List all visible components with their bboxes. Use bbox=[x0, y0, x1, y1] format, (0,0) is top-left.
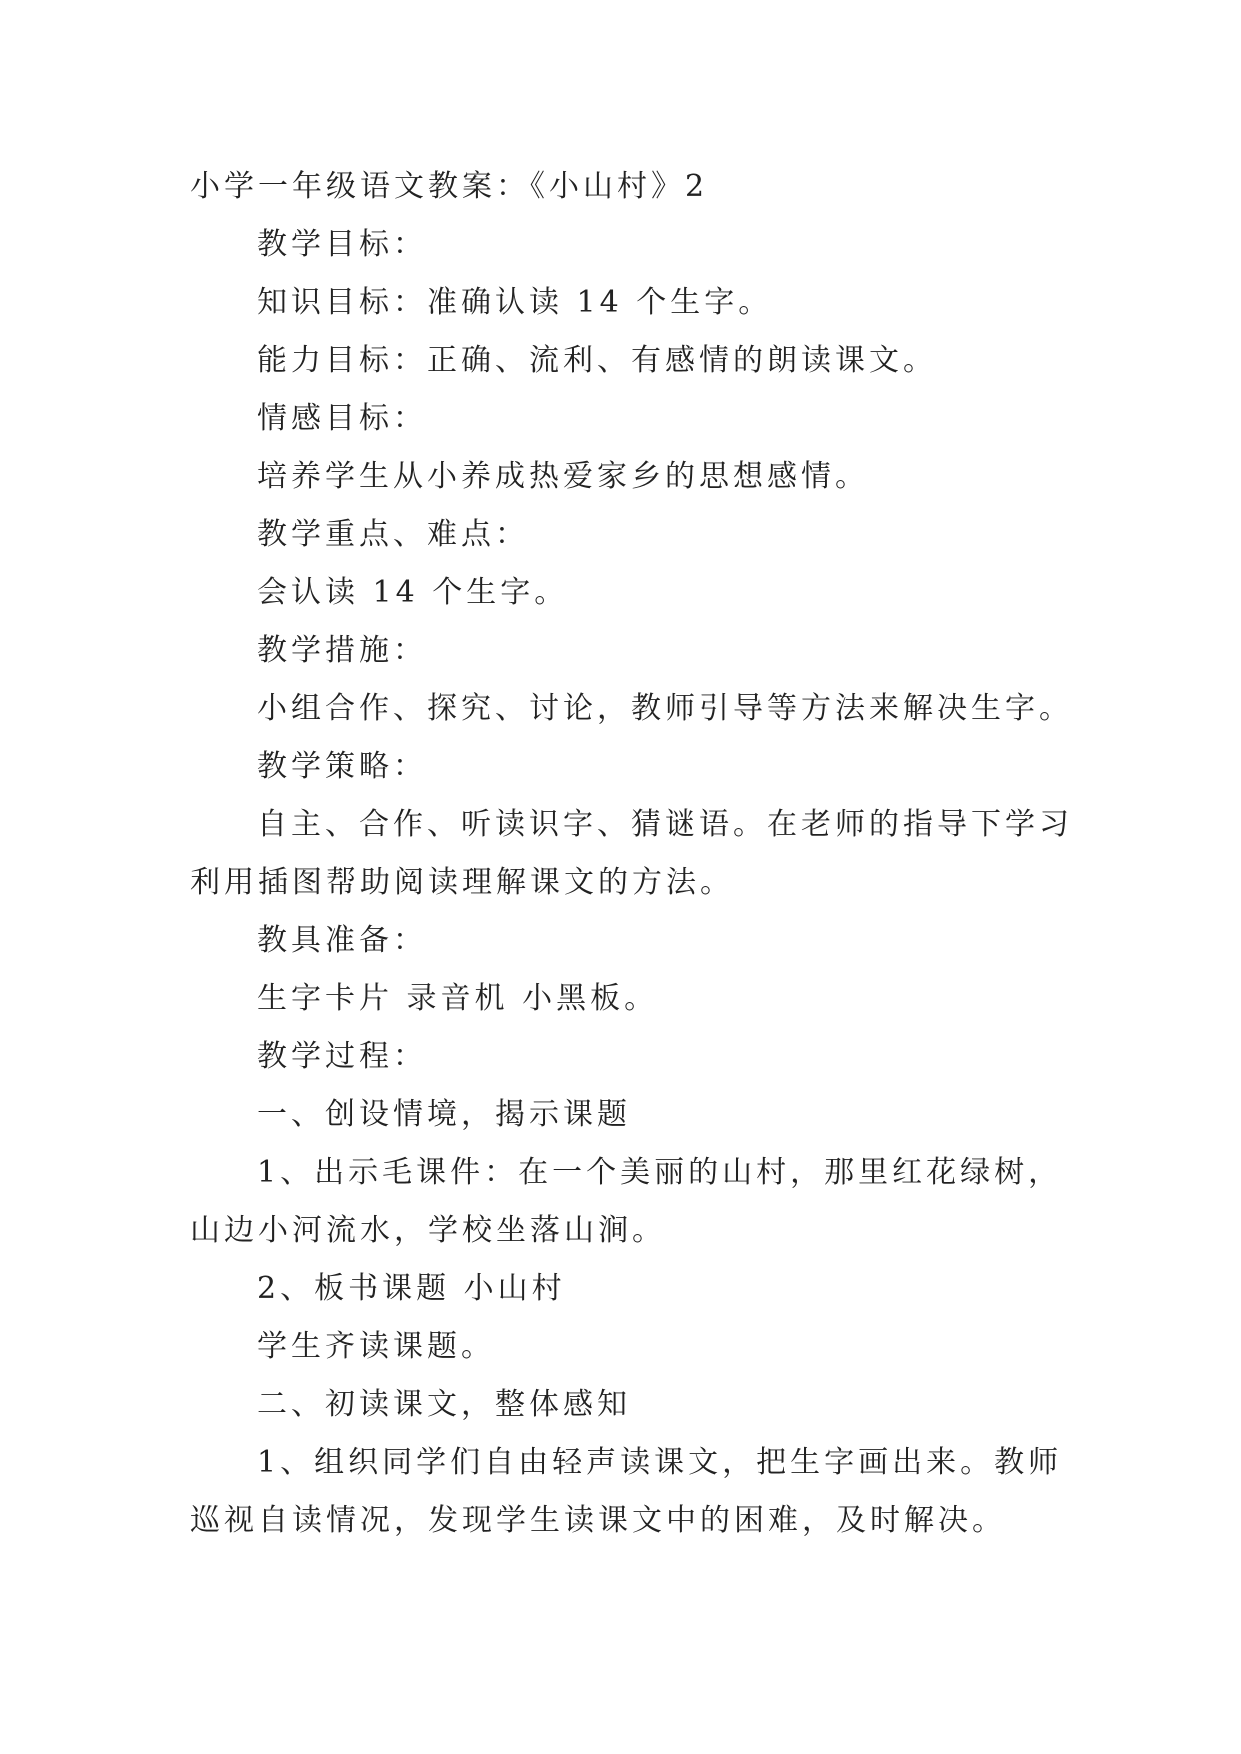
text-line: 生字卡片 录音机 小黑板。 bbox=[257, 981, 659, 1016]
text-line: 山边小河流水，学校坐落山涧。 bbox=[190, 1213, 666, 1248]
text-line: 教学措施： bbox=[257, 633, 427, 668]
text-line: 1、组织同学们自由轻声读课文，把生字画出来。教师 bbox=[257, 1445, 1063, 1480]
text-line: 教学重点、难点： bbox=[257, 517, 529, 552]
paragraph-list bbox=[190, 216, 1073, 1550]
text-line: 教学目标： bbox=[257, 227, 427, 262]
text-line: 教学过程： bbox=[257, 1039, 427, 1074]
text-line: 培养学生从小养成热爱家乡的思想感情。 bbox=[257, 459, 869, 494]
text-line: 一、创设情境，揭示课题 bbox=[257, 1097, 631, 1132]
text-line: 2、板书课题 小山村 bbox=[257, 1271, 566, 1306]
text-line: 小组合作、探究、讨论，教师引导等方法来解决生字。 bbox=[257, 691, 1073, 726]
text-line: 二、初读课文，整体感知 bbox=[257, 1387, 631, 1422]
text-line: 教学策略： bbox=[257, 749, 427, 784]
text-line: 能力目标：正确、流利、有感情的朗读课文。 bbox=[257, 343, 937, 378]
text-line: 利用插图帮助阅读理解课文的方法。 bbox=[190, 865, 734, 900]
text-line: 自主、合作、听读识字、猜谜语。在老师的指导下学习 bbox=[257, 807, 1073, 842]
text-line: 教具准备： bbox=[257, 923, 427, 958]
document-title: 小学一年级语文教案：《小山村》2 bbox=[190, 169, 709, 204]
text-line: 会认读 14 个生字。 bbox=[257, 575, 569, 610]
text-line: 1、出示毛课件：在一个美丽的山村，那里红花绿树， bbox=[257, 1155, 1063, 1190]
text-line: 学生齐读课题。 bbox=[257, 1329, 495, 1364]
text-line: 巡视自读情况，发现学生读课文中的困难，及时解决。 bbox=[190, 1503, 1006, 1538]
document-body bbox=[190, 158, 1073, 1550]
text-line: 知识目标：准确认读 14 个生字。 bbox=[257, 285, 773, 320]
text-line: 情感目标： bbox=[257, 401, 427, 436]
